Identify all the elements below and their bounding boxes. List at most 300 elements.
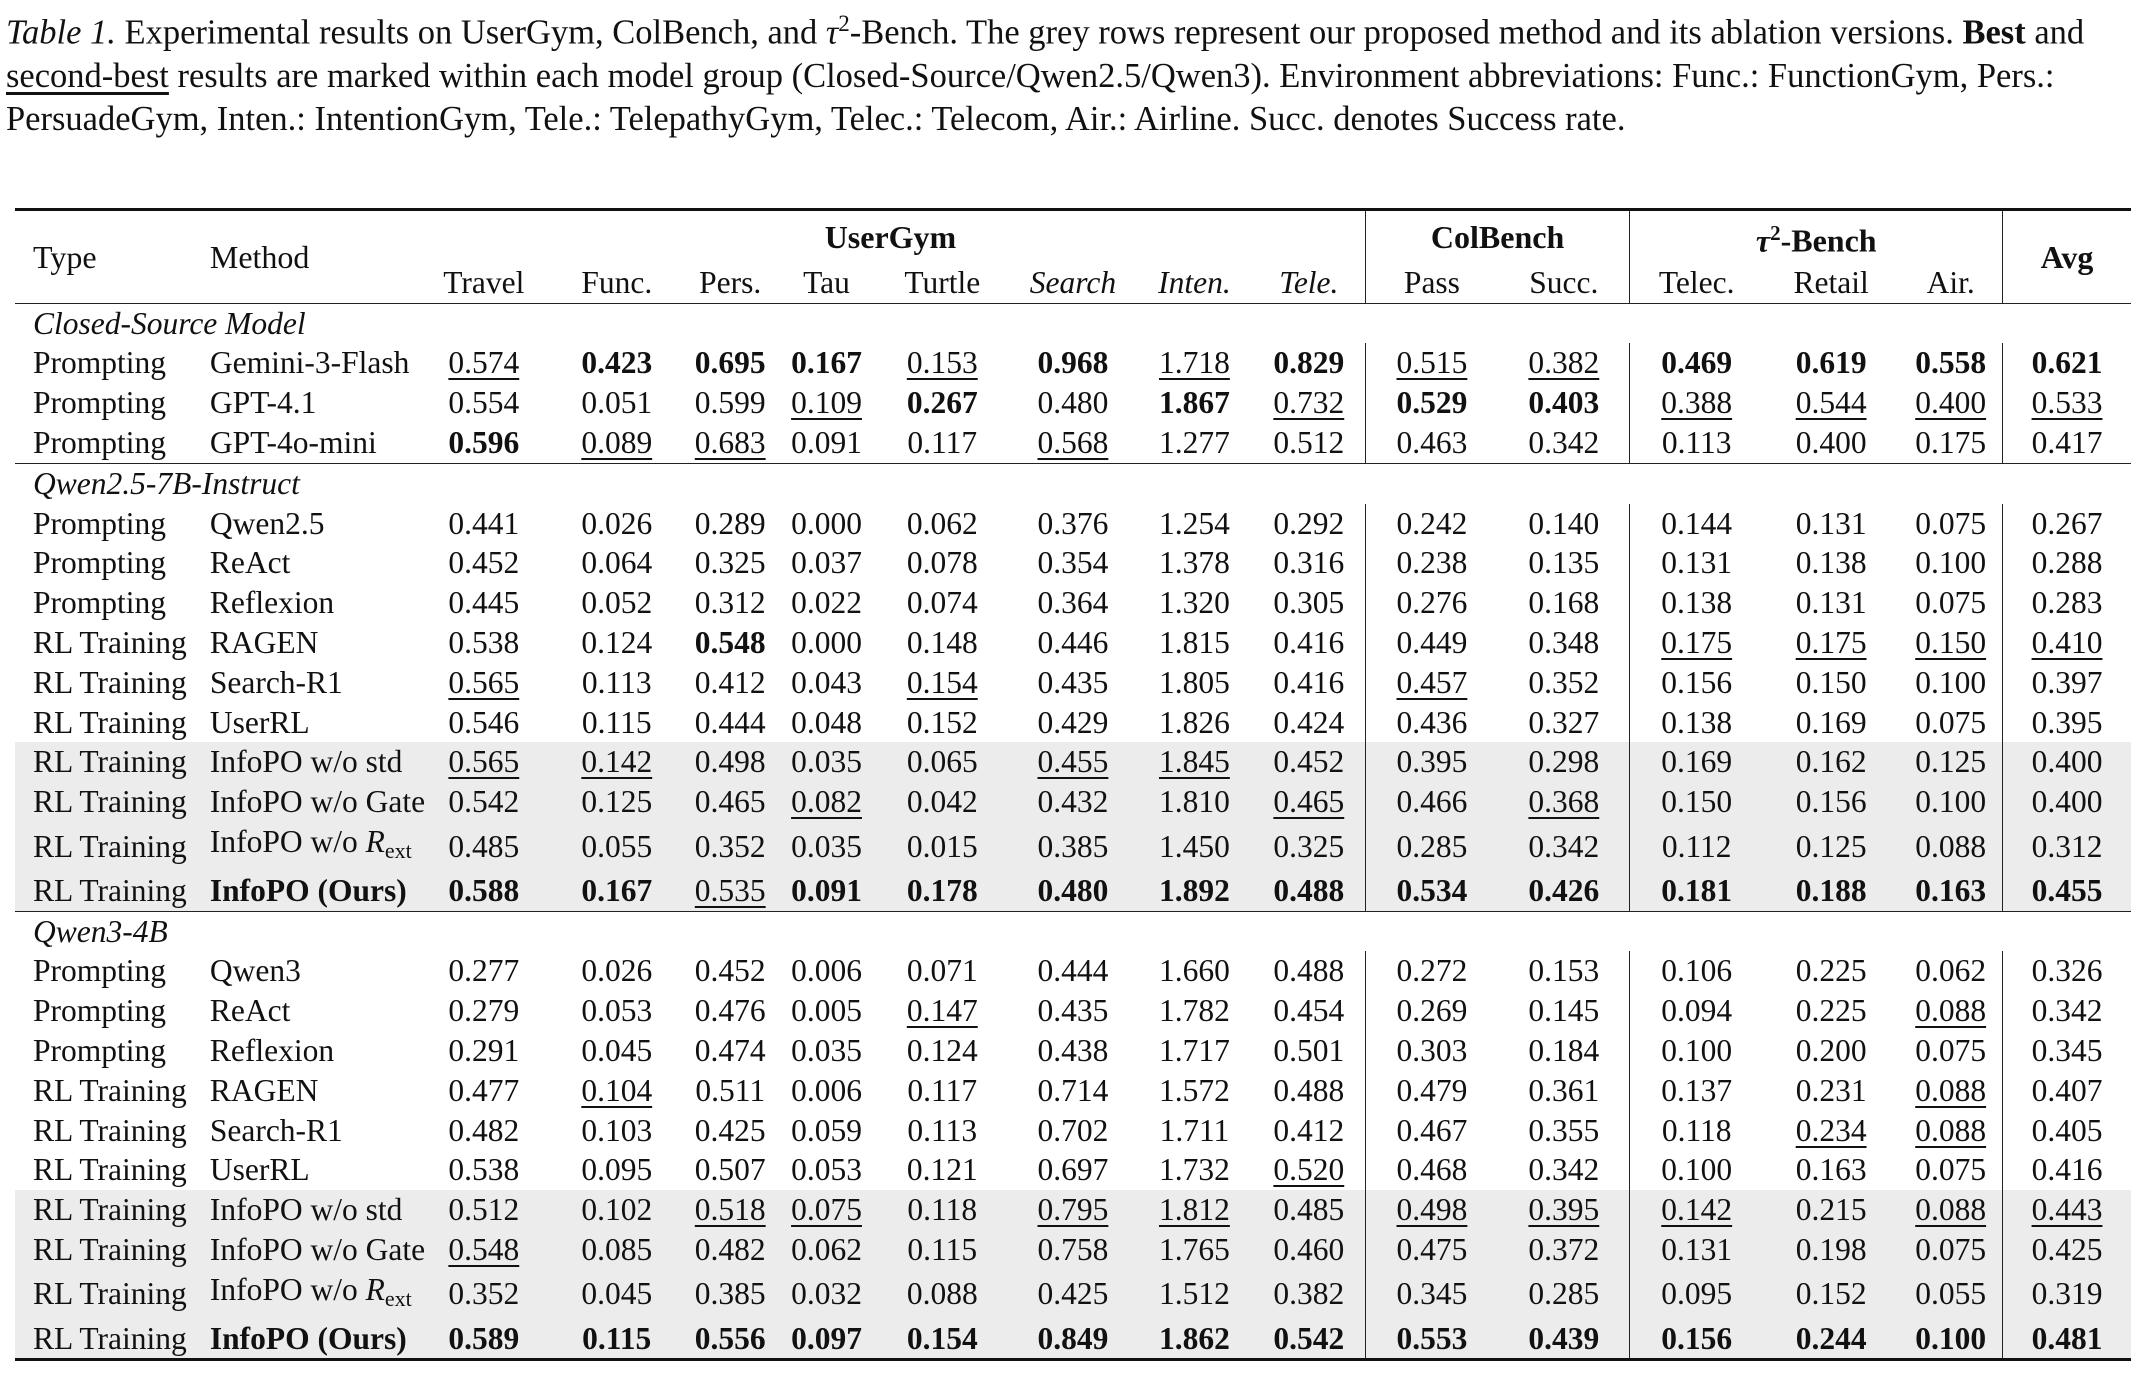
row-method xyxy=(210,1190,416,1230)
value-cell: 0.037 xyxy=(791,545,862,581)
value-cell: 0.432 xyxy=(1010,782,1136,822)
row-method-label: UserRL xyxy=(209,704,310,740)
row-method xyxy=(210,1319,416,1360)
value-cell: 0.327 xyxy=(1528,704,1600,740)
value-cell: 0.026 xyxy=(581,505,653,541)
value-cell: 0.457 xyxy=(1365,663,1498,703)
row-type: RL Training xyxy=(15,782,210,822)
table-row xyxy=(15,782,2131,822)
column-header: Travel xyxy=(416,263,551,304)
row-method xyxy=(210,951,416,991)
header-colbench: ColBench xyxy=(1365,210,1630,263)
value-cell: 0.137 xyxy=(1630,1071,1763,1111)
value-cell: 0.449 xyxy=(1365,623,1498,663)
value-cell: 1.254 xyxy=(1158,505,1230,541)
value-cell: 0.568 xyxy=(1037,425,1109,461)
results-table xyxy=(15,208,2131,1361)
value-cell: 0.697 xyxy=(1037,1152,1109,1188)
row-type: RL Training xyxy=(33,1152,187,1188)
row-method xyxy=(210,1071,416,1111)
value-cell: 0.319 xyxy=(2003,1270,2132,1319)
value-cell: 0.154 xyxy=(906,664,978,700)
value-cell: 0.169 xyxy=(1795,704,1867,740)
value-cell: 0.113 xyxy=(907,1112,978,1148)
value-cell: 0.091 xyxy=(778,871,874,911)
value-cell: 0.556 xyxy=(682,1319,778,1360)
row-method xyxy=(210,623,416,663)
table-row xyxy=(15,423,2131,463)
value-cell: 0.303 xyxy=(1365,1031,1498,1071)
value-cell: 0.015 xyxy=(875,822,1010,871)
row-type: Prompting xyxy=(33,953,167,989)
value-cell: 0.599 xyxy=(694,385,766,421)
value-cell: 0.115 xyxy=(581,704,652,740)
value-cell: 0.100 xyxy=(1630,1150,1763,1190)
value-cell: 0.465 xyxy=(682,782,778,822)
value-cell: 0.436 xyxy=(1365,703,1498,743)
value-cell: 0.439 xyxy=(1498,1319,1630,1360)
value-cell: 0.071 xyxy=(906,953,978,989)
row-type: RL Training xyxy=(33,625,187,661)
value-cell: 1.782 xyxy=(1158,993,1230,1029)
group-title: Qwen3-4B xyxy=(15,911,2131,951)
value-cell: 0.062 xyxy=(778,1230,874,1270)
row-method-label: ReAct xyxy=(209,993,291,1029)
table-row xyxy=(15,742,2131,782)
value-cell: 0.476 xyxy=(694,993,766,1029)
value-cell: 0.511 xyxy=(695,1072,766,1108)
header-avg: Avg xyxy=(2003,210,2132,304)
value-cell: 0.548 xyxy=(694,625,766,661)
value-cell: 0.113 xyxy=(1630,423,1763,463)
value-cell: 0.064 xyxy=(581,545,653,581)
value-cell: 0.075 xyxy=(1899,1230,2002,1270)
value-cell: 0.423 xyxy=(581,345,653,381)
value-cell: 0.397 xyxy=(2003,663,2132,703)
value-cell: 0.485 xyxy=(416,822,551,871)
row-method xyxy=(210,583,416,623)
value-cell: 1.815 xyxy=(1158,625,1230,661)
value-cell: 0.407 xyxy=(2003,1071,2132,1111)
value-cell: 0.082 xyxy=(778,782,874,822)
header-tau-suffix: -Bench xyxy=(1780,222,1877,259)
row-type: RL Training xyxy=(33,1072,187,1108)
column-header: Turtle xyxy=(875,263,1010,304)
value-cell: 0.345 xyxy=(2003,1031,2132,1071)
row-method-label: GPT-4o-mini xyxy=(209,425,377,461)
value-cell: 0.085 xyxy=(551,1230,682,1270)
value-cell: 0.452 xyxy=(694,953,766,989)
value-cell: 0.417 xyxy=(2003,423,2132,463)
table-row xyxy=(15,623,2131,663)
value-cell: 0.416 xyxy=(2003,1150,2132,1190)
table-row xyxy=(15,1071,2131,1111)
row-method xyxy=(210,423,416,463)
header-type: Type xyxy=(15,210,210,304)
value-cell: 0.364 xyxy=(1037,585,1109,621)
value-cell: 0.055 xyxy=(551,822,682,871)
column-header: Succ. xyxy=(1498,263,1630,304)
value-cell: 0.150 xyxy=(1630,782,1763,822)
value-cell: 0.135 xyxy=(1528,545,1600,581)
caption-second-best: second-best xyxy=(6,56,169,95)
value-cell: 0.125 xyxy=(1763,822,1899,871)
value-cell: 0.100 xyxy=(1899,782,2002,822)
value-cell: 0.382 xyxy=(1528,345,1600,381)
header-tau-bench xyxy=(1630,210,2003,263)
value-cell: 0.400 xyxy=(1915,385,1987,421)
value-cell: 0.131 xyxy=(1795,585,1867,621)
row-method-label: Reflexion xyxy=(209,585,335,621)
value-cell: 0.467 xyxy=(1365,1111,1498,1151)
value-cell: 0.142 xyxy=(551,742,682,782)
row-type: RL Training xyxy=(15,822,210,871)
value-cell: 0.089 xyxy=(581,425,653,461)
row-method-label: Search-R1 xyxy=(209,664,343,700)
value-cell: 0.463 xyxy=(1365,423,1498,463)
value-cell: 0.520 xyxy=(1273,1152,1345,1188)
table-row xyxy=(15,991,2131,1031)
value-cell: 0.112 xyxy=(1630,822,1763,871)
value-cell: 0.276 xyxy=(1365,583,1498,623)
table-row xyxy=(15,1031,2131,1071)
value-cell: 0.156 xyxy=(1630,663,1763,703)
value-cell: 0.238 xyxy=(1365,543,1498,583)
value-cell: 0.849 xyxy=(1010,1319,1136,1360)
value-cell: 0.124 xyxy=(581,625,653,661)
value-cell: 0.480 xyxy=(1037,385,1109,421)
value-cell: 0.078 xyxy=(906,545,978,581)
row-method-label: ReAct xyxy=(209,545,291,581)
value-cell: 0.062 xyxy=(1915,953,1987,989)
value-cell: 0.175 xyxy=(1915,425,1987,461)
value-cell: 0.168 xyxy=(1528,585,1600,621)
value-cell: 0.482 xyxy=(448,1112,520,1148)
value-cell: 0.088 xyxy=(875,1270,1010,1319)
table-row xyxy=(15,583,2131,623)
value-cell: 0.075 xyxy=(1915,505,1987,541)
value-cell: 0.035 xyxy=(778,822,874,871)
value-cell: 0.095 xyxy=(1630,1270,1763,1319)
value-cell: 0.732 xyxy=(1273,385,1345,421)
value-cell: 0.425 xyxy=(1010,1270,1136,1319)
value-cell: 0.117 xyxy=(907,1072,978,1108)
value-cell: 0.542 xyxy=(416,782,551,822)
value-cell: 0.454 xyxy=(1273,993,1345,1029)
value-cell: 0.147 xyxy=(906,993,978,1029)
value-cell: 0.534 xyxy=(1365,871,1498,911)
caption-text-3: and xyxy=(2025,13,2085,52)
value-cell: 0.795 xyxy=(1010,1190,1136,1230)
value-cell: 0.368 xyxy=(1498,782,1630,822)
table-row xyxy=(15,1190,2131,1230)
value-cell: 0.468 xyxy=(1365,1150,1498,1190)
value-cell: 0.152 xyxy=(1763,1270,1899,1319)
value-cell: 0.006 xyxy=(791,1072,862,1108)
value-cell: 0.055 xyxy=(1899,1270,2002,1319)
header-usergym: UserGym xyxy=(416,210,1365,263)
value-cell: 0.225 xyxy=(1795,953,1867,989)
row-method xyxy=(210,871,416,911)
value-cell: 0.053 xyxy=(791,1152,862,1188)
group-title: Qwen2.5-7B-Instruct xyxy=(15,463,2131,503)
group-title: Closed-Source Model xyxy=(15,303,2131,343)
column-header: Retail xyxy=(1763,263,1899,304)
value-cell: 0.488 xyxy=(1273,953,1345,989)
value-cell: 1.805 xyxy=(1158,664,1230,700)
column-header: Pers. xyxy=(682,263,778,304)
value-cell: 0.277 xyxy=(448,953,520,989)
value-cell: 0.352 xyxy=(682,822,778,871)
value-cell: 0.100 xyxy=(1915,664,1987,700)
value-cell: 0.026 xyxy=(581,953,653,989)
value-cell: 0.200 xyxy=(1795,1033,1867,1068)
caption-text-1: Experimental results on UserGym, ColBench, and xyxy=(115,13,826,52)
table-row xyxy=(15,383,2131,423)
value-cell: 0.544 xyxy=(1795,385,1867,421)
row-method xyxy=(210,822,416,871)
value-cell: 0.006 xyxy=(791,953,862,989)
value-cell: 0.352 xyxy=(1528,664,1600,700)
column-header: Air. xyxy=(1899,263,2002,304)
value-cell: 0.154 xyxy=(875,1319,1010,1360)
row-method-label: GPT-4.1 xyxy=(209,385,317,421)
row-method xyxy=(210,991,416,1031)
value-cell: 0.619 xyxy=(1795,345,1867,381)
header-tau-sup: 2 xyxy=(1770,221,1781,245)
value-cell: 0.102 xyxy=(551,1190,682,1230)
value-cell: 0.588 xyxy=(416,871,551,911)
group-header-row xyxy=(15,463,2131,503)
row-type: Prompting xyxy=(33,505,167,541)
value-cell: 0.131 xyxy=(1795,505,1867,541)
value-cell: 0.272 xyxy=(1365,951,1498,991)
value-cell: 0.156 xyxy=(1630,1319,1763,1360)
caption-text-2: -Bench. The grey rows represent our proposed method and its ablation versions. xyxy=(849,13,1963,52)
row-method-label: RAGEN xyxy=(209,625,319,661)
value-cell: 0.348 xyxy=(1528,625,1600,661)
value-cell: 0.400 xyxy=(2003,782,2132,822)
value-cell: 0.088 xyxy=(1915,1072,1987,1108)
value-cell: 0.103 xyxy=(581,1112,653,1148)
table-row xyxy=(15,1150,2131,1190)
row-method-label: Reflexion xyxy=(209,1033,335,1068)
value-cell: 0.405 xyxy=(2003,1111,2132,1151)
row-method-label: Gemini-3-Flash xyxy=(209,345,410,381)
value-cell: 0.113 xyxy=(581,664,652,700)
value-cell: 0.596 xyxy=(448,425,520,461)
column-header: Tau xyxy=(778,263,874,304)
value-cell: 0.395 xyxy=(1498,1190,1630,1230)
value-cell: 1.718 xyxy=(1158,345,1230,381)
column-header: Search xyxy=(1010,263,1136,304)
row-method-subscript: ext xyxy=(384,1285,412,1311)
value-cell: 0.150 xyxy=(1915,625,1987,661)
table-row xyxy=(15,1319,2131,1360)
value-cell: 0.426 xyxy=(1498,871,1630,911)
value-cell: 0.062 xyxy=(906,505,978,541)
value-cell: 0.416 xyxy=(1273,664,1345,700)
value-cell: 0.446 xyxy=(1037,625,1109,661)
value-cell: 0.115 xyxy=(551,1319,682,1360)
value-cell: 0.469 xyxy=(1630,343,1763,383)
results-table-container xyxy=(15,208,2131,1361)
value-cell: 0.475 xyxy=(1365,1230,1498,1270)
value-cell: 0.518 xyxy=(682,1190,778,1230)
caption-text-4: results are marked within each model group (Closed-Source/Qwen2.5/Qwen3). Environment abbreviations: Func.: FunctionGym, Pers.: PersuadeGym, Inten.: IntentionGym, Tele.: TelepathyGym, Telec.: Telecom, Air.: Airline. Succ. denotes Success rate. xyxy=(6,56,2055,138)
table-caption xyxy=(6,2,2132,141)
value-cell: 0.444 xyxy=(694,704,766,740)
caption-best: Best xyxy=(1962,13,2026,52)
row-method-label: InfoPO (Ours) xyxy=(209,1320,407,1356)
value-cell: 1.572 xyxy=(1158,1072,1230,1108)
value-cell: 0.758 xyxy=(1010,1230,1136,1270)
value-cell: 0.075 xyxy=(1915,1152,1987,1188)
table-row xyxy=(15,1111,2131,1151)
value-cell: 0.088 xyxy=(1899,822,2002,871)
value-cell: 0.095 xyxy=(581,1152,653,1188)
value-cell: 0.000 xyxy=(791,505,862,541)
value-cell: 0.325 xyxy=(694,545,766,581)
row-method xyxy=(210,1111,416,1151)
row-type: Prompting xyxy=(33,385,167,421)
value-cell: 0.184 xyxy=(1528,1033,1600,1068)
value-cell: 0.244 xyxy=(1763,1319,1899,1360)
table-row xyxy=(15,343,2131,383)
table-row xyxy=(15,504,2131,544)
value-cell: 0.695 xyxy=(694,345,766,381)
value-cell: 0.091 xyxy=(791,425,862,461)
value-cell: 0.326 xyxy=(2003,951,2132,991)
value-cell: 0.316 xyxy=(1273,545,1345,581)
value-cell: 0.052 xyxy=(581,585,653,621)
value-cell: 0.000 xyxy=(791,625,862,661)
value-cell: 0.140 xyxy=(1528,505,1600,541)
row-type: Prompting xyxy=(33,1033,167,1068)
value-cell: 0.312 xyxy=(694,585,766,621)
row-method xyxy=(210,1031,416,1071)
value-cell: 0.403 xyxy=(1528,385,1600,421)
value-cell: 0.452 xyxy=(448,545,520,581)
value-cell: 0.059 xyxy=(791,1112,862,1148)
value-cell: 0.395 xyxy=(2003,703,2132,743)
value-cell: 0.138 xyxy=(1795,545,1867,581)
value-cell: 0.231 xyxy=(1795,1072,1867,1108)
value-cell: 0.435 xyxy=(1037,664,1109,700)
value-cell: 0.512 xyxy=(1273,425,1345,461)
row-method-label: InfoPO w/o Gate xyxy=(209,784,426,820)
value-cell: 0.385 xyxy=(1010,822,1136,871)
value-cell: 0.479 xyxy=(1365,1071,1498,1111)
value-cell: 0.481 xyxy=(2003,1319,2132,1360)
table-row xyxy=(15,822,2131,871)
value-cell: 0.117 xyxy=(907,425,978,461)
value-cell: 0.410 xyxy=(2003,623,2132,663)
value-cell: 0.452 xyxy=(1253,742,1365,782)
value-cell: 0.542 xyxy=(1253,1319,1365,1360)
value-cell: 0.153 xyxy=(906,345,978,381)
value-cell: 1.732 xyxy=(1158,1152,1230,1188)
row-method xyxy=(210,663,416,703)
value-cell: 1.717 xyxy=(1158,1033,1230,1068)
value-cell: 0.267 xyxy=(2003,504,2132,544)
row-method xyxy=(210,1150,416,1190)
value-cell: 1.450 xyxy=(1136,822,1253,871)
value-cell: 0.445 xyxy=(448,585,520,621)
row-method-symbol: R xyxy=(365,824,385,860)
value-cell: 1.277 xyxy=(1158,425,1230,461)
value-cell: 0.104 xyxy=(581,1072,653,1108)
table-row xyxy=(15,663,2131,703)
table-row xyxy=(15,543,2131,583)
value-cell: 0.156 xyxy=(1763,782,1899,822)
row-type: RL Training xyxy=(15,1230,210,1270)
value-cell: 0.565 xyxy=(448,664,520,700)
value-cell: 0.477 xyxy=(448,1072,520,1108)
value-cell: 0.267 xyxy=(906,385,978,421)
value-cell: 0.285 xyxy=(1365,822,1498,871)
group-header-row xyxy=(15,911,2131,951)
value-cell: 0.291 xyxy=(448,1033,520,1068)
row-type: Prompting xyxy=(33,585,167,621)
value-cell: 0.554 xyxy=(448,385,520,421)
value-cell: 0.142 xyxy=(1630,1190,1763,1230)
row-method xyxy=(210,703,416,743)
value-cell: 0.285 xyxy=(1498,1270,1630,1319)
row-type: RL Training xyxy=(33,1112,187,1148)
table-row xyxy=(15,951,2131,991)
value-cell: 0.075 xyxy=(1915,585,1987,621)
value-cell: 0.416 xyxy=(1273,625,1345,661)
value-cell: 0.574 xyxy=(448,345,520,381)
value-cell: 0.138 xyxy=(1630,703,1763,743)
value-cell: 0.125 xyxy=(1899,742,2002,782)
value-cell: 0.488 xyxy=(1253,871,1365,911)
value-cell: 0.074 xyxy=(906,585,978,621)
value-cell: 1.812 xyxy=(1136,1190,1253,1230)
value-cell: 1.862 xyxy=(1136,1319,1253,1360)
value-cell: 0.144 xyxy=(1630,504,1763,544)
value-cell: 0.480 xyxy=(1010,871,1136,911)
value-cell: 0.474 xyxy=(694,1033,766,1068)
row-method xyxy=(210,383,416,423)
table-row xyxy=(15,871,2131,911)
value-cell: 0.188 xyxy=(1763,871,1899,911)
value-cell: 1.845 xyxy=(1136,742,1253,782)
value-cell: 0.424 xyxy=(1273,704,1345,740)
row-method xyxy=(210,742,416,782)
row-type: RL Training xyxy=(15,1190,210,1230)
value-cell: 0.538 xyxy=(448,1152,520,1188)
value-cell: 0.553 xyxy=(1365,1319,1498,1360)
row-method-subscript: ext xyxy=(384,838,412,864)
value-cell: 0.355 xyxy=(1528,1112,1600,1148)
value-cell: 0.097 xyxy=(778,1319,874,1360)
value-cell: 0.043 xyxy=(791,664,862,700)
value-cell: 0.088 xyxy=(1915,993,1987,1029)
value-cell: 0.400 xyxy=(2003,742,2132,782)
value-cell: 0.385 xyxy=(682,1270,778,1319)
value-cell: 0.162 xyxy=(1763,742,1899,782)
value-cell: 0.269 xyxy=(1365,991,1498,1031)
value-cell: 0.035 xyxy=(778,742,874,782)
value-cell: 0.361 xyxy=(1528,1072,1600,1108)
value-cell: 0.546 xyxy=(448,704,520,740)
value-cell: 0.100 xyxy=(1915,545,1987,581)
value-cell: 0.395 xyxy=(1365,742,1498,782)
value-cell: 0.435 xyxy=(1037,993,1109,1029)
value-cell: 0.022 xyxy=(791,585,862,621)
